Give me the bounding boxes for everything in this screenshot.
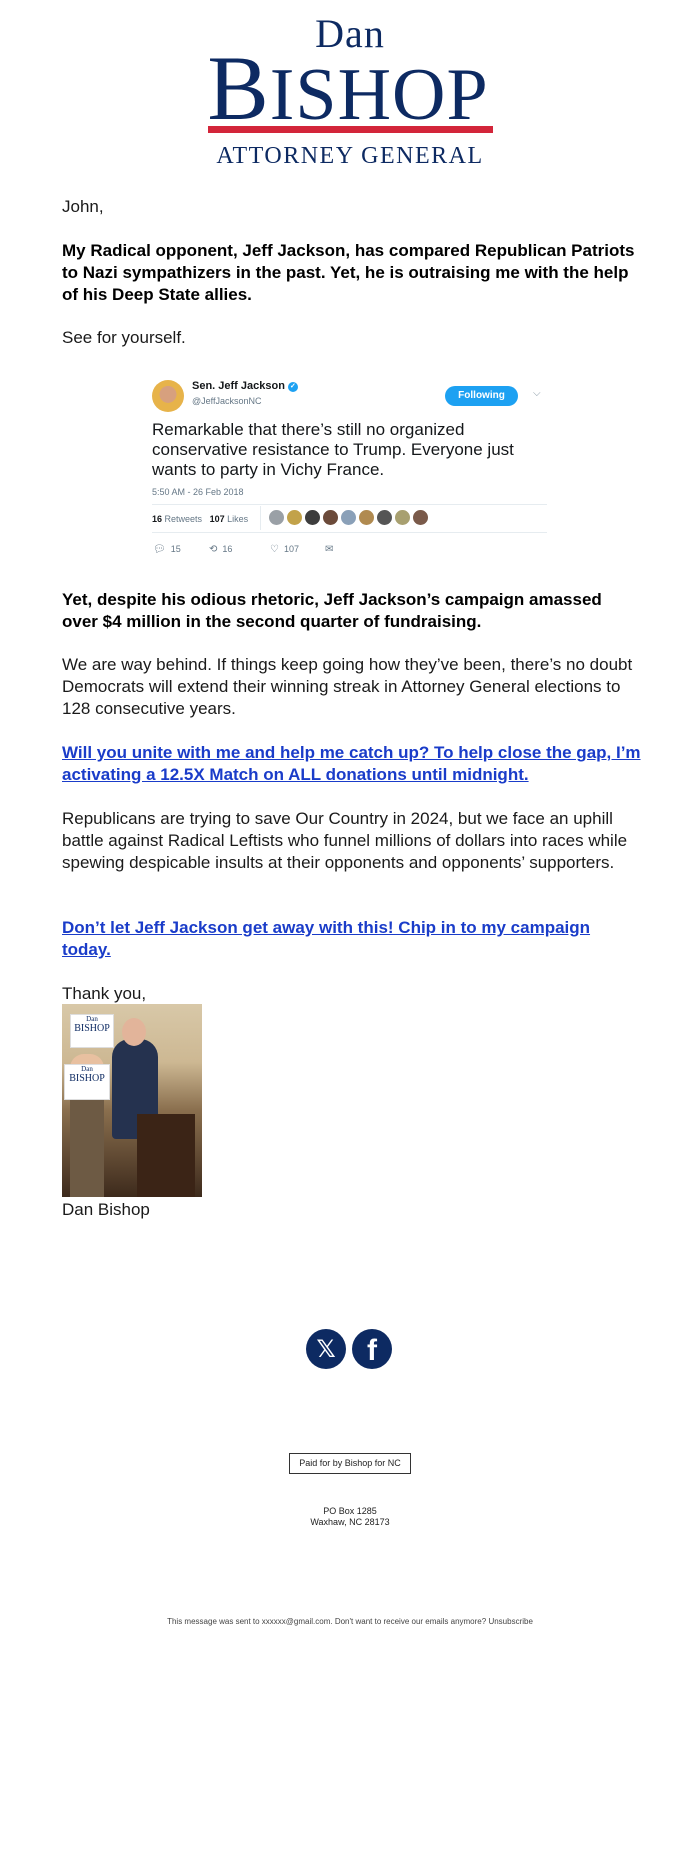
heart-icon: ♡ bbox=[270, 544, 279, 555]
following-button[interactable]: Following bbox=[445, 386, 518, 406]
liker-avatars bbox=[269, 510, 431, 526]
chip-in-link[interactable]: Don’t let Jeff Jackson get away with this! Chip in to my campaign today. bbox=[62, 918, 591, 959]
liker-avatar bbox=[287, 510, 302, 525]
liker-avatar bbox=[323, 510, 338, 525]
behind-paragraph: We are way behind. If things keep going how they’ve been, there’s no doubt Democrats will extend their winning streak in Attorney General elections to 128 consecutive years. bbox=[62, 655, 633, 718]
liker-avatar bbox=[341, 510, 356, 525]
photo-sign-top: Dan bbox=[81, 1065, 93, 1073]
donate-match-link[interactable]: Will you unite with me and help me catch up? To help close the gap, I’m activating a 12.5X Match on ALL donations until midnight. bbox=[62, 743, 641, 784]
retweets-label: Retweets bbox=[164, 514, 203, 524]
photo-sign-main: BISHOP bbox=[74, 1023, 110, 1034]
tweet-author-name bbox=[192, 380, 298, 392]
retweet-action[interactable] bbox=[209, 544, 232, 555]
reply-icon: 💬︎ bbox=[153, 544, 166, 555]
rhetoric-paragraph: Yet, despite his odious rhetoric, Jeff Jackson’s campaign amassed over $4 million in the second quarter of fundraising. bbox=[62, 590, 602, 631]
email-footer bbox=[100, 1617, 600, 1626]
photo-candidate-head bbox=[122, 1018, 146, 1046]
social-links bbox=[306, 1329, 394, 1371]
sent-to-text: This message was sent to xxxxxx@gmail.com. Don't want to receive our emails anymore? bbox=[167, 1617, 487, 1626]
facebook-icon[interactable]: f bbox=[352, 1329, 392, 1369]
message-action[interactable] bbox=[325, 544, 338, 555]
unsubscribe-link[interactable]: Unsubscribe bbox=[488, 1617, 533, 1626]
x-twitter-icon[interactable]: 𝕏 bbox=[306, 1329, 346, 1369]
tweet-handle: @JeffJacksonNC bbox=[192, 396, 262, 406]
tweet-author-name-text: Sen. Jeff Jackson bbox=[192, 380, 285, 392]
embedded-tweet bbox=[150, 376, 550, 566]
retweet-action-count: 16 bbox=[222, 544, 233, 554]
paid-for-disclaimer: Paid for by Bishop for NC bbox=[289, 1453, 411, 1474]
signature: Dan Bishop bbox=[62, 1200, 150, 1219]
like-action-count: 107 bbox=[283, 544, 299, 554]
divider bbox=[260, 506, 261, 530]
logo-subtitle: ATTORNEY GENERAL bbox=[216, 143, 484, 169]
logo-rest: ISHOP bbox=[269, 54, 489, 136]
retweet-count: 16 bbox=[152, 514, 163, 524]
logo-last-name bbox=[201, 37, 495, 139]
tweet-text: Remarkable that there’s still no organized conservative resistance to Trump. Everyone just wants to party in Vichy France. bbox=[152, 420, 514, 479]
liker-avatar bbox=[305, 510, 320, 525]
liker-avatar bbox=[413, 510, 428, 525]
see-for-yourself: See for yourself. bbox=[62, 328, 186, 347]
photo-sign bbox=[70, 1014, 114, 1048]
photo-podium bbox=[137, 1114, 195, 1197]
logo-initial: B bbox=[207, 37, 270, 139]
tweet-avatar bbox=[152, 380, 184, 412]
liker-avatar bbox=[395, 510, 410, 525]
battle-paragraph: Republicans are trying to save Our Country in 2024, but we face an uphill battle against Radical Leftists who funnel millions of dollars into races while spewing despicable insults at their opponents and opponents’ supporters. bbox=[62, 809, 628, 872]
like-action[interactable] bbox=[270, 544, 299, 555]
reply-count: 15 bbox=[170, 544, 181, 554]
chevron-down-icon[interactable]: ⌵ bbox=[533, 388, 541, 399]
tweet-stats bbox=[152, 514, 248, 524]
retweet-icon: ⟲ bbox=[209, 544, 218, 555]
verified-icon: ✓ bbox=[288, 382, 298, 392]
liker-avatar bbox=[269, 510, 284, 525]
like-count: 107 bbox=[209, 514, 225, 524]
photo-sign-top: Dan bbox=[86, 1015, 98, 1023]
photo-sign-main: BISHOP bbox=[69, 1073, 105, 1084]
liker-avatar bbox=[377, 510, 392, 525]
logo-first-name: Dan bbox=[315, 11, 385, 56]
divider bbox=[152, 504, 547, 505]
reply-action[interactable] bbox=[153, 544, 181, 555]
likes-label: Likes bbox=[227, 514, 249, 524]
intro-paragraph: My Radical opponent, Jeff Jackson, has compared Republican Patriots to Nazi sympathizers in the past. Yet, he is outraising me with the help of his Deep State allies. bbox=[62, 241, 635, 304]
envelope-icon: ✉ bbox=[325, 544, 334, 555]
tweet-timestamp: 5:50 AM - 26 Feb 2018 bbox=[152, 487, 244, 497]
candidate-photo bbox=[62, 1004, 202, 1197]
campaign-logo bbox=[205, 11, 495, 169]
greeting: John, bbox=[62, 197, 104, 216]
address-line-1: PO Box 1285 bbox=[323, 1506, 377, 1516]
liker-avatar bbox=[359, 510, 374, 525]
address-line-2: Waxhaw, NC 28173 bbox=[310, 1517, 390, 1527]
signoff: Thank you, bbox=[62, 984, 147, 1003]
mailing-address bbox=[250, 1506, 450, 1528]
divider bbox=[152, 532, 547, 533]
photo-sign bbox=[64, 1064, 110, 1100]
